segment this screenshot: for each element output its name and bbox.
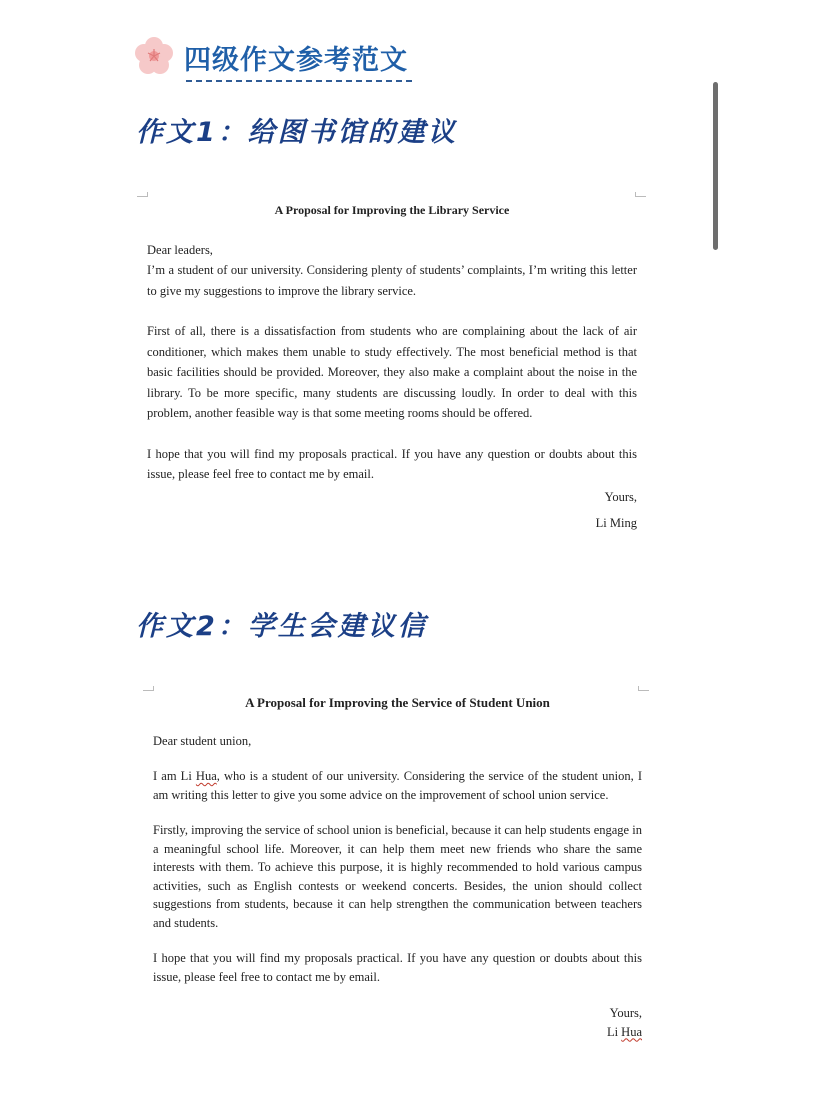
essay2-letter: [153, 694, 642, 1041]
essay1-title: A Proposal for Improving the Library Service: [274, 203, 510, 217]
essay2-greeting: Dear student union,: [153, 733, 252, 748]
essay2-signature-first: Li: [606, 1024, 622, 1039]
essay1-heading: 作文1：给图书馆的建议: [136, 117, 458, 148]
flower-icon: [134, 36, 174, 76]
essay2-paragraph-1: [153, 767, 642, 804]
essay1-paragraph-3: I hope that you will find my proposals practical. If you have any question or doubts about this issue, please feel free to contact me by email.: [147, 446, 637, 481]
page-corner-mark: [143, 686, 154, 691]
page-corner-mark: [638, 686, 649, 691]
essay1-greeting: Dear leaders,: [147, 242, 213, 257]
essay2-signature: [153, 1023, 642, 1042]
essay2-paragraph-2: Firstly, improving the service of school union is beneficial, because it can help students engage in a meaningful school life. Moreover, it can help them meet new friends who share the same interests with them. To achieve this purpose, it is highly recommended to hold various campus activities, such as English contests or weekend concerts. Besides, the union should collect suggestions from students, because it can help strengthen the communication between teachers and students.: [153, 823, 642, 930]
essay1-paragraph-2: First of all, there is a dissatisfaction from students who are complaining about the lack of air conditioner, which makes them unable to study effectively. The most beneficial method is that basic facilities should be provided. Moreover, they also make a complaint about the noise in the library. To be more specific, many students are discussing loudly. In order to deal with this problem, another feasible way is that some meeting rooms should be offered.: [147, 324, 637, 420]
page-header: [134, 34, 434, 94]
page-corner-mark: [635, 192, 646, 197]
essay2-heading: 作文2：学生会建议信: [136, 611, 428, 642]
essay2-paragraph-3: I hope that you will find my proposals practical. If you have any question or doubts about this issue, please feel free to contact me by email.: [153, 951, 642, 984]
essay2-name-spellcheck: Hua: [195, 769, 217, 783]
header-title: 四级作文参考范文: [184, 45, 408, 76]
essay2-paragraph-1-rest: , who is a student of our university. Considering the service of the student union, I am writing this letter to give you some advice on the improvement of school union service.: [153, 769, 642, 802]
scrollbar-thumb[interactable]: [713, 82, 718, 250]
essay1-signature: Li Ming: [595, 516, 637, 530]
essay2-paragraph-1-start: I am Li: [153, 769, 196, 783]
essay1-closing: Yours,: [604, 489, 637, 504]
essay1-paragraph-1: I’m a student of our university. Considering plenty of students’ complaints, I’m writing this letter to give my suggestions to improve the library service.: [147, 263, 637, 298]
header-underline: [186, 80, 412, 82]
essay2-closing: Yours,: [609, 1006, 642, 1020]
page-corner-mark: [137, 192, 148, 197]
essay2-title: A Proposal for Improving the Service of Student Union: [245, 695, 550, 710]
essay2-signature-name: Hua: [621, 1024, 642, 1039]
essay1-letter: [147, 200, 637, 534]
